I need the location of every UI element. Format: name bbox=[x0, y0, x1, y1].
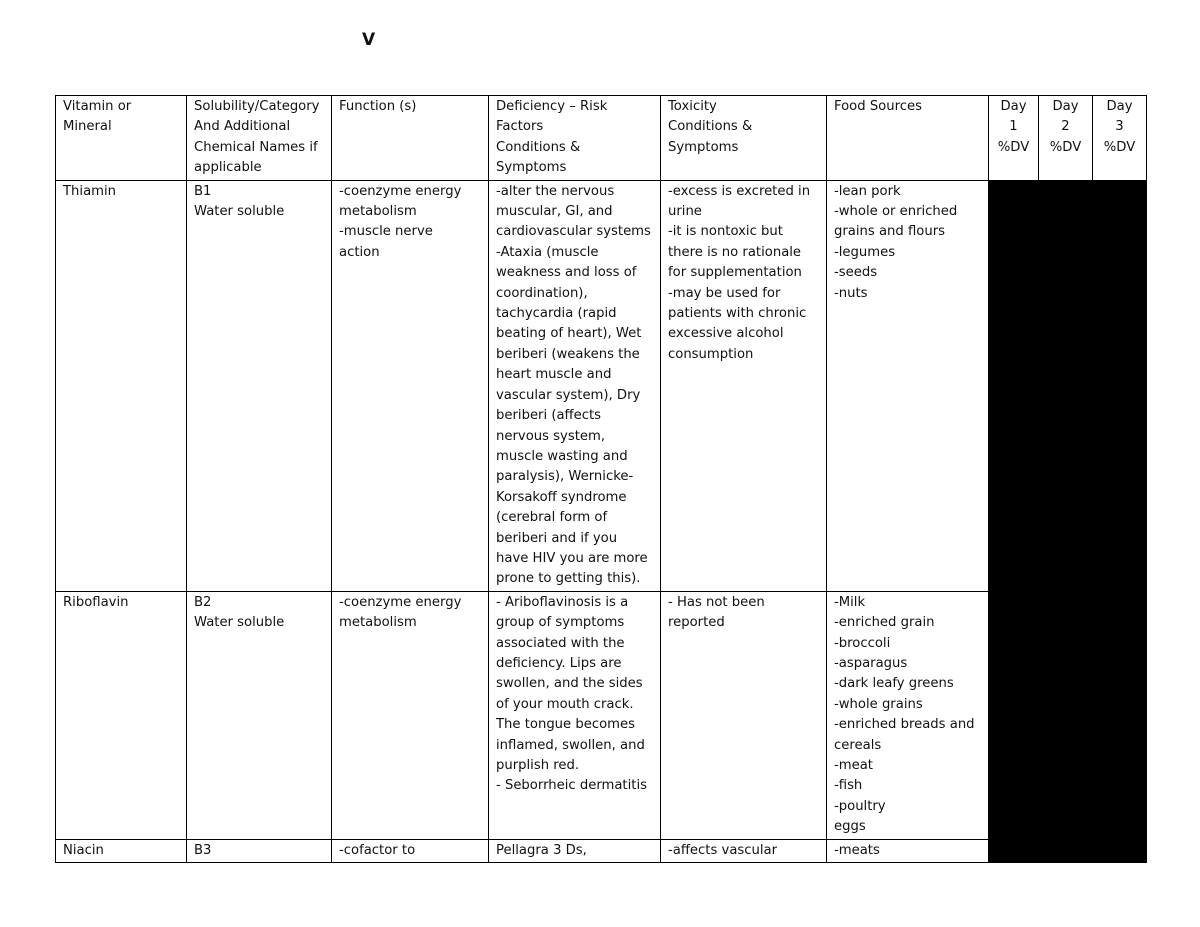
cell-solubility bbox=[187, 180, 332, 591]
cell-deficiency bbox=[489, 591, 661, 839]
cell-toxicity bbox=[661, 180, 827, 591]
cell-text-line: -asparagus bbox=[834, 655, 908, 671]
cell-text-line: deficiency. Lips are bbox=[496, 655, 622, 671]
cell-text-line: beriberi (weakens the bbox=[496, 346, 640, 362]
cell-text-line: excessive alcohol bbox=[668, 326, 784, 342]
cell-text-line: have HIV you are more bbox=[496, 550, 648, 566]
cell-text-line: vascular system), Dry bbox=[496, 387, 641, 403]
cell-text-line: for supplementation bbox=[668, 265, 802, 281]
cell-text-line: B3 bbox=[194, 842, 212, 858]
header-cell-day1 bbox=[989, 96, 1039, 181]
cell-text-line: urine bbox=[668, 204, 702, 220]
cell-text-line: Korsakoff syndrome bbox=[496, 489, 627, 505]
cell-solubility bbox=[187, 591, 332, 839]
cell-text-line: of your mouth crack. bbox=[496, 696, 634, 712]
table-row bbox=[56, 180, 1147, 591]
cell-text-line: swollen, and the sides bbox=[496, 676, 643, 692]
page-title: V bbox=[362, 30, 376, 50]
cell-text-line: -meat bbox=[834, 758, 873, 773]
cell-text-line: Factors bbox=[496, 119, 544, 135]
cell-text-line: -whole grains bbox=[834, 696, 923, 712]
cell-function bbox=[332, 839, 489, 862]
cell-text-line: Pellagra 3 Ds, bbox=[496, 842, 587, 858]
cell-text-line: -may be used for bbox=[668, 285, 781, 301]
cell-text-line: Deficiency – Risk bbox=[496, 99, 608, 114]
cell-text-line: -seeds bbox=[834, 265, 878, 281]
cell-text-line: -legumes bbox=[834, 244, 896, 260]
cell-text-line: heart muscle and bbox=[496, 367, 612, 383]
cell-text-line: -cofactor to bbox=[339, 842, 416, 858]
cell-text-line: -Milk bbox=[834, 594, 866, 610]
cell-text-line: Day bbox=[1106, 99, 1133, 114]
cell-text-line: -affects vascular bbox=[668, 842, 778, 858]
cell-food-sources bbox=[827, 591, 989, 839]
cell-text-line: -whole or enriched bbox=[834, 204, 958, 220]
cell-text-line: consumption bbox=[668, 346, 754, 362]
header-cell-food-sources bbox=[827, 96, 989, 181]
cell-vitamin bbox=[56, 591, 187, 839]
cell-text-line: Conditions & bbox=[496, 139, 581, 155]
cell-text-line: -excess is excreted in bbox=[668, 183, 811, 199]
cell-text-line: %DV bbox=[1049, 139, 1082, 155]
header-cell-day3 bbox=[1093, 96, 1147, 181]
cell-text-line: Food Sources bbox=[834, 99, 922, 114]
cell-text-line: cereals bbox=[834, 737, 882, 753]
table-row bbox=[56, 591, 1147, 839]
vitamin-table bbox=[55, 95, 1147, 863]
cell-text-line: there is no rationale bbox=[668, 244, 802, 260]
cell-text-line: - Has not been bbox=[668, 594, 765, 610]
shaded-dv-block bbox=[989, 180, 1147, 862]
cell-text-line: -enriched grain bbox=[834, 615, 935, 631]
header-cell-solubility bbox=[187, 96, 332, 181]
cell-text-line: -coenzyme energy bbox=[339, 183, 462, 199]
header-cell-day2 bbox=[1039, 96, 1093, 181]
cell-text-line: B1 bbox=[194, 183, 212, 199]
header-cell-deficiency bbox=[489, 96, 661, 181]
cell-text-line: -coenzyme energy bbox=[339, 594, 462, 610]
cell-text-line: Mineral bbox=[63, 119, 112, 135]
cell-text-line: eggs bbox=[834, 819, 866, 835]
cell-solubility bbox=[187, 839, 332, 862]
cell-text-line: tachycardia (rapid bbox=[496, 306, 617, 322]
cell-text-line: inflamed, swollen, and bbox=[496, 737, 645, 753]
cell-text-line: nervous system, bbox=[496, 428, 606, 444]
cell-text-line: Day bbox=[1000, 99, 1027, 114]
cell-text-line: applicable bbox=[194, 160, 262, 176]
cell-text-line: Symptoms bbox=[668, 139, 739, 155]
cell-text-line: -poultry bbox=[834, 798, 886, 814]
cell-text-line: associated with the bbox=[496, 635, 625, 651]
cell-text-line: Conditions & bbox=[668, 119, 753, 135]
cell-text-line: 3 bbox=[1115, 119, 1124, 135]
table-row bbox=[56, 839, 1147, 862]
cell-text-line: paralysis), Wernicke- bbox=[496, 469, 634, 485]
cell-text-line: Water soluble bbox=[194, 615, 285, 631]
cell-text-line: -Ataxia (muscle bbox=[496, 244, 599, 260]
cell-text-line: %DV bbox=[997, 139, 1030, 155]
cell-text-line: 1 bbox=[1009, 119, 1018, 135]
cell-food-sources bbox=[827, 180, 989, 591]
cell-text-line: -nuts bbox=[834, 285, 868, 301]
cell-text-line: action bbox=[339, 244, 380, 260]
cell-text-line: purplish red. bbox=[496, 758, 580, 773]
cell-text-line: group of symptoms bbox=[496, 615, 625, 631]
cell-text-line: beriberi (affects bbox=[496, 408, 602, 424]
cell-text-line: -lean pork bbox=[834, 183, 901, 199]
cell-text-line: weakness and loss of bbox=[496, 265, 637, 281]
cell-text-line: And Additional bbox=[194, 119, 291, 135]
cell-text-line: Toxicity bbox=[668, 99, 717, 114]
cell-text-line: -muscle nerve bbox=[339, 224, 433, 240]
cell-vitamin bbox=[56, 180, 187, 591]
header-cell-vitamin bbox=[56, 96, 187, 181]
header-cell-function bbox=[332, 96, 489, 181]
cell-text-line: -it is nontoxic but bbox=[668, 224, 783, 240]
cell-text-line: metabolism bbox=[339, 615, 417, 631]
cell-text-line: Water soluble bbox=[194, 204, 285, 220]
cell-text-line: metabolism bbox=[339, 204, 417, 220]
cell-text-line: The tongue becomes bbox=[496, 717, 635, 733]
cell-text-line: grains and flours bbox=[834, 224, 945, 240]
cell-text-line: beating of heart), Wet bbox=[496, 326, 642, 342]
cell-text-line: %DV bbox=[1103, 139, 1136, 155]
cell-text-line: patients with chronic bbox=[668, 306, 807, 322]
cell-text-line: Riboflavin bbox=[63, 594, 129, 610]
cell-text-line: prone to getting this). bbox=[496, 571, 641, 587]
cell-text-line: B2 bbox=[194, 594, 212, 610]
table-header-row bbox=[56, 96, 1147, 181]
cell-text-line: -broccoli bbox=[834, 635, 891, 651]
cell-text-line: 2 bbox=[1061, 119, 1070, 135]
cell-toxicity bbox=[661, 591, 827, 839]
cell-text-line: - Seborrheic dermatitis bbox=[496, 778, 647, 794]
cell-food-sources bbox=[827, 839, 989, 862]
cell-text-line: muscle wasting and bbox=[496, 448, 628, 464]
cell-vitamin bbox=[56, 839, 187, 862]
cell-function bbox=[332, 180, 489, 591]
cell-text-line: -enriched breads and bbox=[834, 717, 975, 733]
cell-text-line: Vitamin or bbox=[63, 99, 132, 114]
cell-text-line: Thiamin bbox=[63, 183, 117, 199]
cell-text-line: beriberi and if you bbox=[496, 530, 618, 546]
cell-text-line: coordination), bbox=[496, 285, 588, 301]
cell-text-line: Solubility/Category bbox=[194, 99, 320, 114]
cell-text-line: Day bbox=[1052, 99, 1079, 114]
cell-text-line: -meats bbox=[834, 842, 880, 858]
cell-deficiency bbox=[489, 839, 661, 862]
cell-text-line: cardiovascular systems bbox=[496, 224, 651, 240]
header-cell-toxicity bbox=[661, 96, 827, 181]
cell-text-line: Function (s) bbox=[339, 99, 417, 114]
cell-text-line: Symptoms bbox=[496, 160, 567, 176]
cell-function bbox=[332, 591, 489, 839]
cell-text-line: reported bbox=[668, 615, 725, 631]
cell-text-line: Niacin bbox=[63, 842, 104, 858]
cell-text-line: muscular, GI, and bbox=[496, 204, 613, 220]
cell-text-line: -dark leafy greens bbox=[834, 676, 954, 692]
cell-text-line: - Ariboflavinosis is a bbox=[496, 594, 629, 610]
cell-text-line: (cerebral form of bbox=[496, 510, 608, 526]
cell-deficiency bbox=[489, 180, 661, 591]
cell-text-line: -alter the nervous bbox=[496, 183, 615, 199]
cell-text-line: Chemical Names if bbox=[194, 139, 318, 155]
cell-toxicity bbox=[661, 839, 827, 862]
cell-text-line: -fish bbox=[834, 778, 863, 794]
